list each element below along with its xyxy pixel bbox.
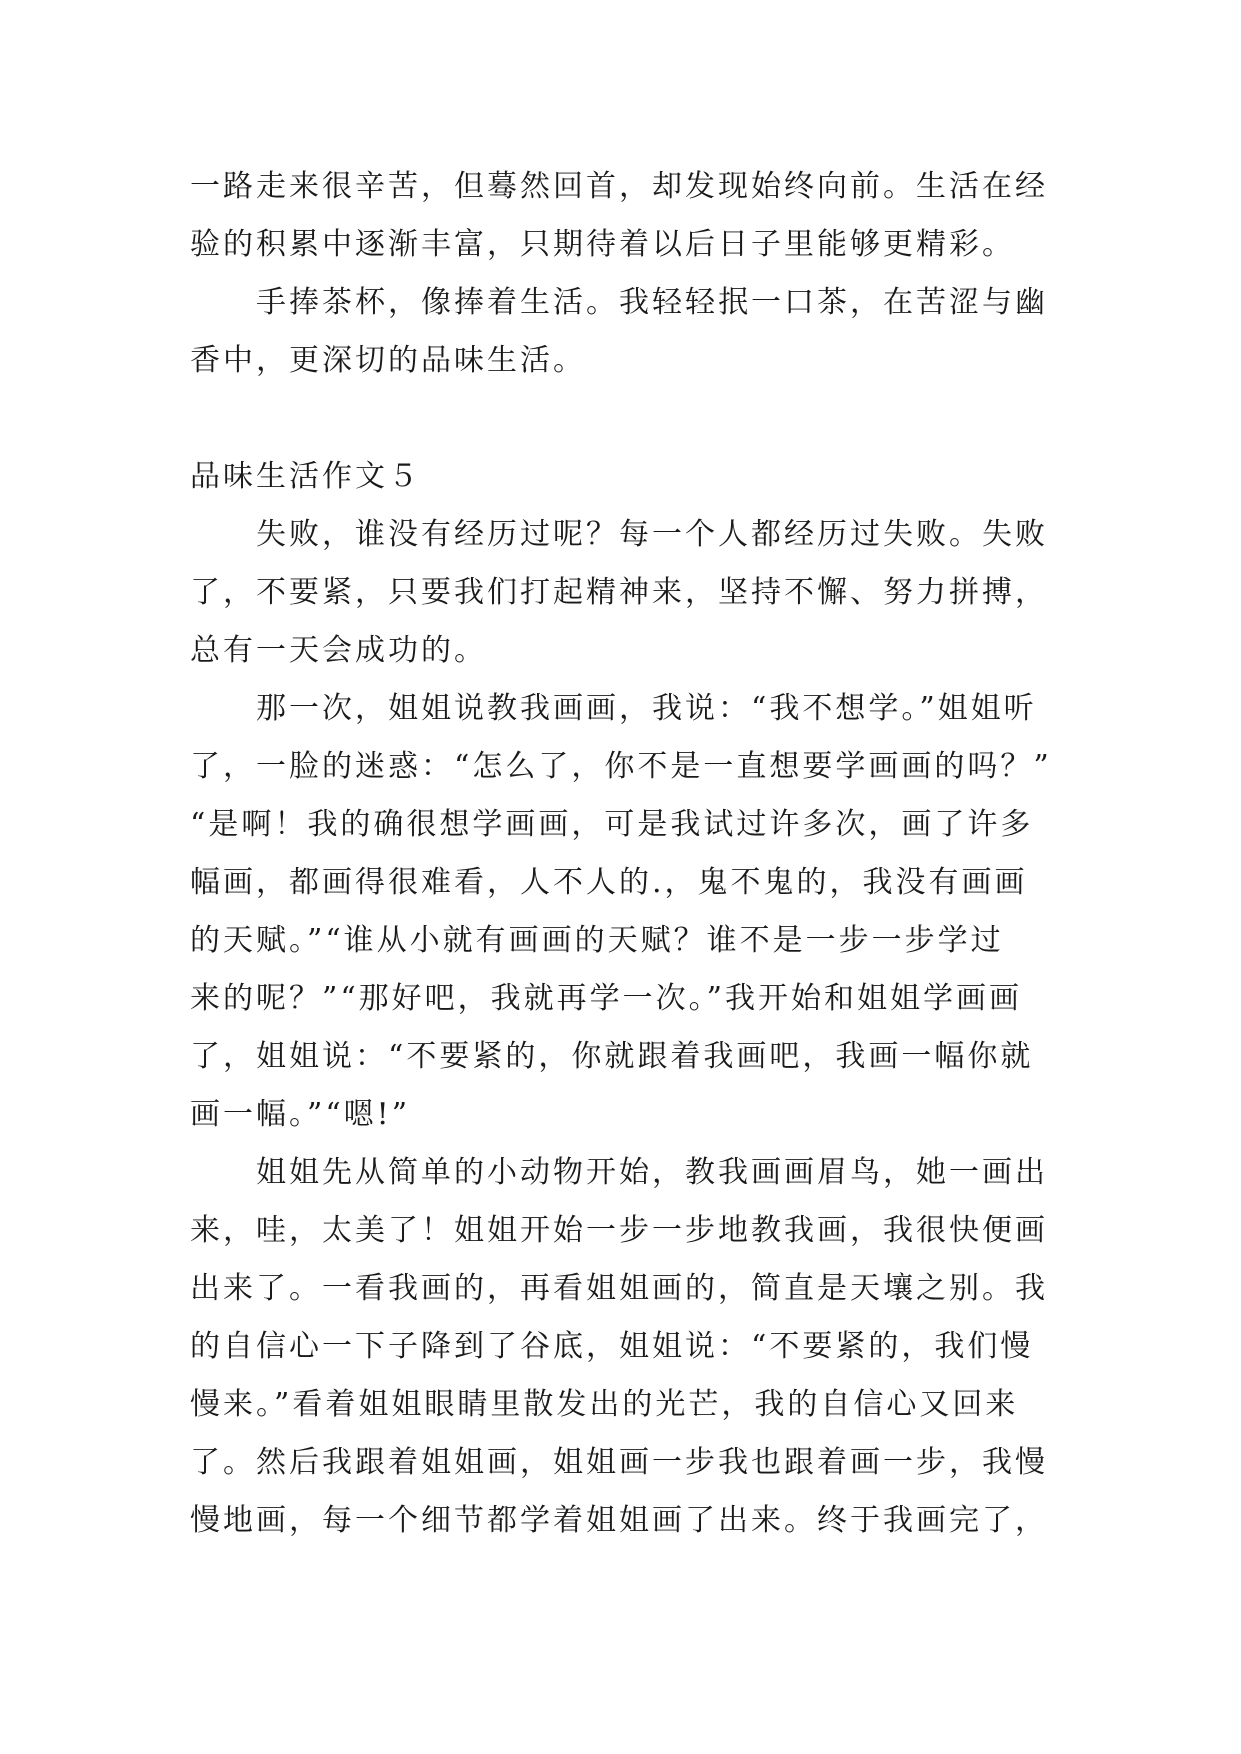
text-line: 来，哇，太美了！姐姐开始一步一步地教我画，我很快便画 [190, 1213, 1048, 1248]
document-body [190, 158, 1070, 1550]
text-line: 的自信心一下子降到了谷底，姐姐说：“不要紧的，我们慢 [190, 1329, 1034, 1364]
text-line: 慢来。”看着姐姐眼睛里散发出的光芒，我的自信心又回来 [190, 1387, 1019, 1422]
text-line: “是啊！我的确很想学画画，可是我试过许多次，画了许多 [190, 807, 1034, 842]
section-heading: 品味生活作文５ [190, 459, 421, 494]
text-line: 出来了。一看我画的，再看姐姐画的，简直是天壤之别。我 [190, 1271, 1048, 1306]
text-line: 慢地画，每一个细节都学着姐姐画了出来。终于我画完了， [190, 1503, 1048, 1538]
text-line: 了，姐姐说：“不要紧的，你就跟着我画吧，我画一幅你就 [190, 1039, 1034, 1074]
text-line: 了，不要紧，只要我们打起精神来，坚持不懈、努力拼搏， [190, 575, 1048, 610]
text-line: 了。然后我跟着姐姐画，姐姐画一步我也跟着画一步，我慢 [190, 1445, 1048, 1480]
text-line: 那一次，姐姐说教我画画，我说：“我不想学。”姐姐听 [256, 691, 1037, 726]
text-line: 验的积累中逐渐丰富，只期待着以后日子里能够更精彩。 [190, 227, 1015, 262]
text-line: 总有一天会成功的。 [190, 633, 487, 668]
text-line: 来的呢？”“那好吧，我就再学一次。”我开始和姐姐学画画 [190, 981, 1023, 1016]
text-line: 画一幅。”“嗯!” [190, 1097, 411, 1132]
text-line: 手捧茶杯，像捧着生活。我轻轻抿一口茶，在苦涩与幽 [256, 285, 1048, 320]
text-line: 香中，更深切的品味生活。 [190, 343, 586, 378]
text-line: 的天赋。”“谁从小就有画画的天赋？谁不是一步一步学过 [190, 923, 1004, 958]
text-line: 姐姐先从简单的小动物开始，教我画画眉鸟，她一画出 [256, 1155, 1048, 1190]
text-line: 失败，谁没有经历过呢？每一个人都经历过失败。失败 [256, 517, 1048, 552]
text-line: 一路走来很辛苦，但蓦然回首，却发现始终向前。生活在经 [190, 169, 1048, 204]
text-line: 幅画，都画得很难看，人不人的.，鬼不鬼的，我没有画画 [190, 865, 1028, 900]
text-line: 了，一脸的迷惑：“怎么了，你不是一直想要学画画的吗？” [190, 749, 1052, 784]
